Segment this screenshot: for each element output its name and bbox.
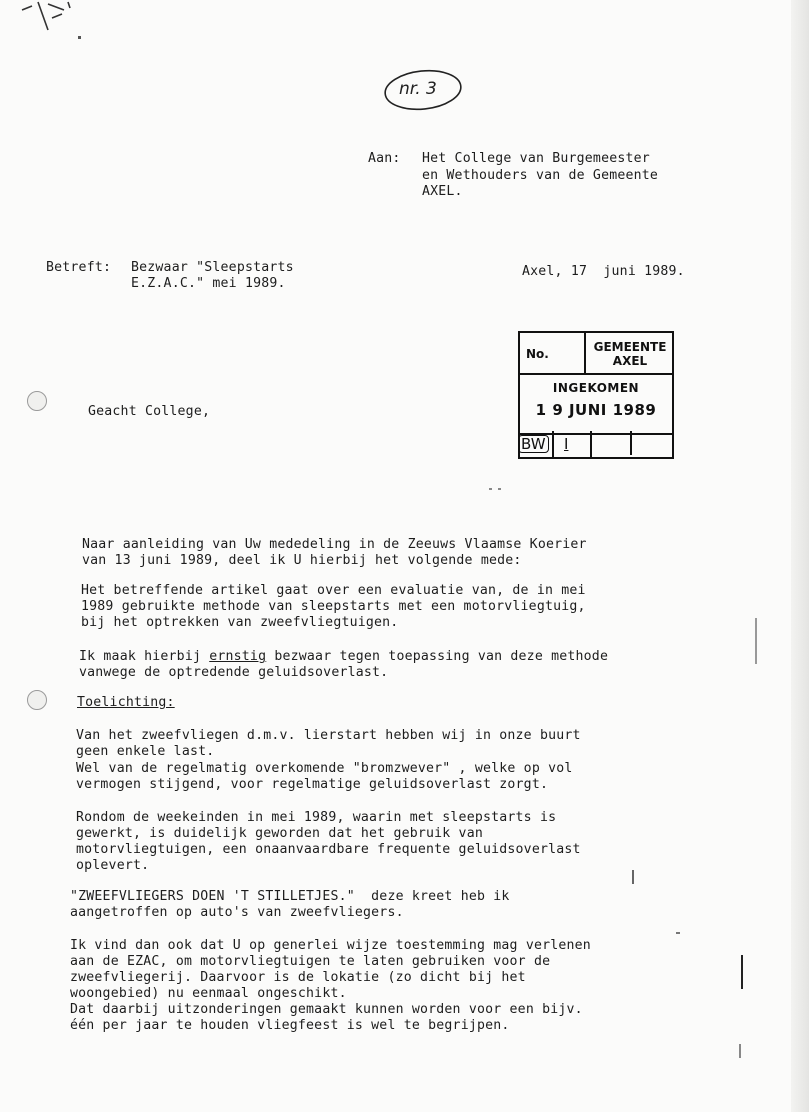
recipient-line-2: en Wethouders van de Gemeente bbox=[422, 168, 659, 183]
paragraph-7-line-3: zweefvliegerij. Daarvoor is de lokatie (zo dicht bij het bbox=[70, 970, 526, 985]
paragraph-3-line-1 bbox=[79, 649, 608, 664]
paragraph-5-line-2: gewerkt, is duidelijk geworden dat het gebruik van bbox=[76, 826, 483, 841]
stamp-received-label: INGEKOMEN bbox=[552, 381, 640, 395]
speck bbox=[498, 488, 501, 490]
speck bbox=[632, 870, 634, 884]
stamp-no-label: No. bbox=[526, 347, 549, 361]
paragraph-4-line-1: Van het zweefvliegen d.m.v. lierstart hebben wij in onze buurt bbox=[76, 728, 581, 743]
stamp-org-line-2: AXEL bbox=[612, 354, 648, 368]
stamp-org bbox=[588, 340, 672, 368]
stamp-divider bbox=[518, 373, 672, 375]
paragraph-1-line-2: van 13 juni 1989, deel ik U hierbij het volgende mede: bbox=[82, 553, 522, 568]
paragraph-5-line-3: motorvliegtuigen, een onaanvaardbare frequente geluidsoverlast bbox=[76, 842, 581, 857]
place-date: Axel, 17 juni 1989. bbox=[522, 264, 685, 279]
paragraph-7-line-5: Dat daarbij uitzonderingen gemaakt kunnen worden voor een bijv. bbox=[70, 1002, 583, 1017]
stamp-handwritten-code: BW bbox=[518, 435, 549, 453]
paragraph-3-line-2: vanwege de optredende geluidsoverlast. bbox=[79, 665, 389, 680]
stamp-handwritten-numeral: I bbox=[564, 435, 569, 453]
recipient-line-3: AXEL. bbox=[422, 184, 463, 199]
subject-line-1: Bezwaar "Sleepstarts bbox=[131, 260, 294, 275]
paragraph-7-line-4: woongebied) nu eenmaal ongeschikt. bbox=[70, 986, 347, 1001]
page-edge-shadow bbox=[791, 0, 809, 1112]
stamp-sep-2 bbox=[590, 431, 592, 457]
received-stamp bbox=[518, 331, 674, 459]
paragraph-6-line-1: "ZWEEFVLIEGERS DOEN 'T STILLETJES." deze kreet heb ik bbox=[70, 889, 510, 904]
paragraph-1-line-1: Naar aanleiding van Uw mededeling in de Zeeuws Vlaamse Koerier bbox=[82, 537, 587, 552]
paragraph-3-post: bezwaar tegen toepassing van deze methode bbox=[266, 649, 609, 664]
subject-label: Betreft: bbox=[46, 260, 112, 275]
subject-line-2: E.Z.A.C." mei 1989. bbox=[131, 276, 286, 291]
speck bbox=[489, 488, 492, 490]
speck bbox=[676, 932, 680, 934]
paragraph-2-line-2: 1989 gebruikte methode van sleepstarts met een motorvliegtuig, bbox=[81, 599, 586, 614]
corner-scribble bbox=[18, 0, 78, 40]
paragraph-5-line-4: oplevert. bbox=[76, 858, 150, 873]
speck bbox=[78, 36, 81, 39]
stamp-sep-1 bbox=[552, 431, 554, 457]
paragraph-4-line-4: vermogen stijgend, voor regelmatige geluidsoverlast zorgt. bbox=[76, 777, 549, 792]
stamp-org-line-1: GEMEENTE bbox=[593, 340, 667, 354]
paragraph-4-line-3: Wel van de regelmatig overkomende "bromzwever" , welke op vol bbox=[76, 761, 573, 776]
handwritten-number-text: nr. 3 bbox=[399, 79, 437, 99]
salutation: Geacht College, bbox=[88, 404, 211, 419]
paragraph-5-line-1: Rondom de weekeinden in mei 1989, waarin met sleepstarts is bbox=[76, 810, 557, 825]
paragraph-7-line-2: aan de EZAC, om motorvliegtuigen te laten gebruiken voor de bbox=[70, 954, 551, 969]
stamp-date: 1 9 JUNI 1989 bbox=[535, 401, 657, 419]
paragraph-7-line-1: Ik vind dan ook dat U op generlei wijze toestemming mag verlenen bbox=[70, 938, 591, 953]
paragraph-2-line-3: bij het optrekken van zweefvliegtuigen. bbox=[81, 615, 399, 630]
handwritten-number-mark bbox=[383, 68, 463, 112]
margin-mark bbox=[741, 955, 743, 989]
paragraph-3-pre: Ik maak hierbij bbox=[79, 649, 210, 664]
recipient-label: Aan: bbox=[368, 151, 401, 166]
speck bbox=[739, 1044, 741, 1058]
recipient-line-1: Het College van Burgemeester bbox=[422, 151, 650, 166]
section-heading: Toelichting: bbox=[77, 695, 175, 710]
paragraph-4-line-2: geen enkele last. bbox=[76, 744, 215, 759]
stamp-sep-3 bbox=[630, 431, 632, 455]
punch-hole-bottom bbox=[27, 690, 47, 710]
punch-hole-top bbox=[27, 391, 47, 411]
paragraph-6-line-2: aangetroffen op auto's van zweefvliegers. bbox=[70, 905, 404, 920]
paragraph-2-line-1: Het betreffende artikel gaat over een evaluatie van, de in mei bbox=[81, 583, 586, 598]
paragraph-3-emphasis: ernstig bbox=[209, 649, 267, 664]
paragraph-7-line-6: één per jaar te houden vliegfeest is wel te begrijpen. bbox=[70, 1018, 510, 1033]
margin-mark bbox=[755, 618, 757, 664]
